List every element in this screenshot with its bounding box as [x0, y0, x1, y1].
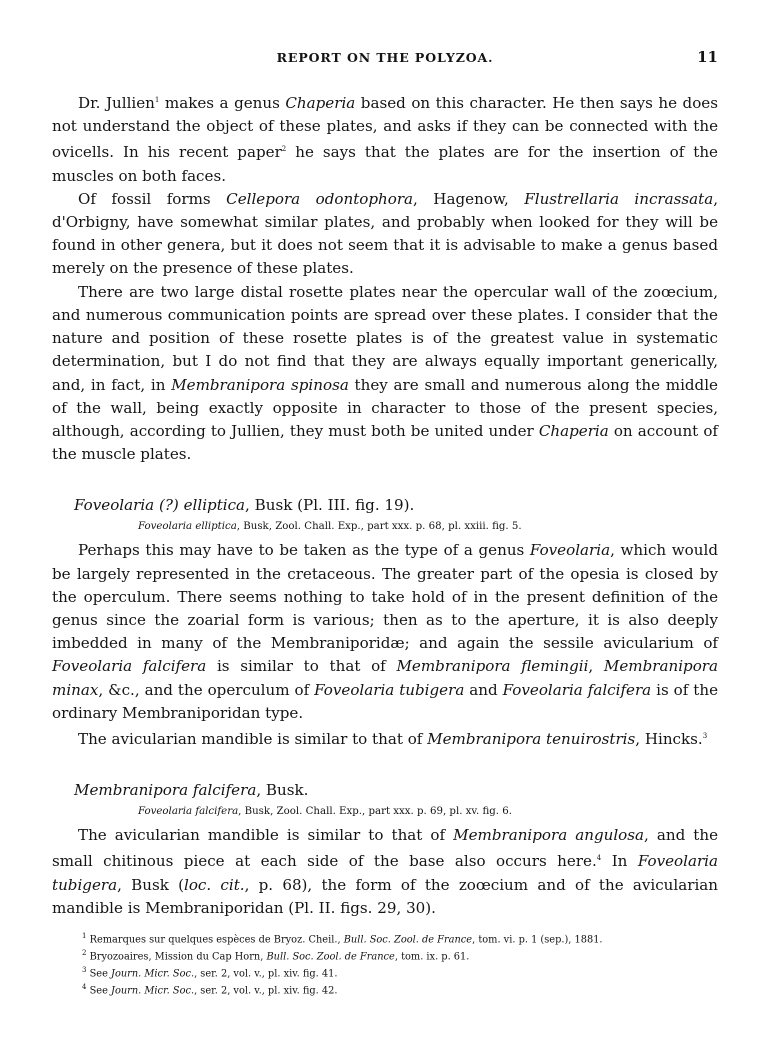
paragraph-3: There are two large distal rosette plates near the opercular wall of the zoœcium, and numerous communication points are spread over these plates. I consider that the nature and position of these rosette plates is of the greatest value in systematic determination, but I do not find that they are always equally important generically, and, in fact, in Membranipora spinosa they are small and numerous along the middle of the wall, being exactly opposite in character to those of the present species, although, according to Jullien, they must both be united under Chaperia on account of the muscle plates.	[52, 282, 718, 464]
species-heading-foveolaria-elliptica: Foveolaria (?) elliptica, Busk (Pl. III. fig. 19).	[74, 496, 415, 515]
synonymy-foveolaria-elliptica: Foveolaria elliptica, Busk, Zool. Chall. Exp., part xxx. p. 68, pl. xxiii. fig. 5.	[138, 521, 522, 533]
footnote-4: $^4$ See Journ. Micr. Soc., ser. 2, vol. v., pl. xiv. fig. 42.	[82, 982, 338, 996]
paragraph-1: Dr. Jullien$^1$ makes a genus Chaperia based on this character. He then says he does not understand the object of these plates, and asks if they can be connected with the ovicells. In his recent paper$^2$ he says that the plates are for the insertion of the muscles on both faces.	[52, 94, 718, 185]
species-heading-membranipora-falcifera: Membranipora falcifera, Busk.	[74, 781, 309, 800]
running-header	[52, 46, 718, 68]
footnote-3: $^3$ See Journ. Micr. Soc., ser. 2, vol. v., pl. xiv. fig. 41.	[82, 965, 338, 979]
text-body	[52, 89, 718, 997]
running-title: REPORT ON THE POLYZOA.	[276, 50, 494, 65]
synonymy-membranipora-falcifera: Foveolaria falcifera, Busk, Zool. Chall. Exp., part xxx. p. 69, pl. xv. fig. 6.	[138, 806, 512, 818]
paragraph-4: Perhaps this may have to be taken as the type of a genus Foveolaria, which would be largely represented in the cretaceous. The greater part of the opesia is closed by the operculum. There seems nothing to take hold of in the present definition of the genus since the zoarial form is various; then as to the aperture, it is also deeply imbedded in many of the Membraniporidæ; and again the sessile avicularium of Foveolaria falcifera is similar to that of Membranipora flemingii, Membranipora minax, &c., and the operculum of Foveolaria tubigera and Foveolaria falcifera is of the ordinary Membraniporidan type.	[52, 541, 719, 722]
paragraph-6: The avicularian mandible is similar to that of Membranipora angulosa, and the small chitinous piece at each side of the base also occurs here.$^4$ In Foveolaria tubigera, Busk (loc. cit., p. 68), the form of the zoœcium and of the avicularian mandible is Membraniporidan (Pl. II. figs. 29, 30).	[52, 826, 718, 917]
footnotes	[52, 930, 718, 997]
page-number: 11	[697, 48, 718, 66]
paragraph-5: The avicularian mandible is similar to that of Membranipora tenuirostris, Hincks.$^3$	[78, 729, 708, 748]
paragraph-2: Of fossil forms Cellepora odontophora, Hagenow, Flustrellaria incrassata, d'Orbigny, have somewhat similar plates, and probably when looked for they will be found in other genera, but it does not seem that it is advisable to make a genus based merely on the presence of these plates.	[52, 189, 719, 278]
footnote-1: $^1$ Remarques sur quelques espèces de Bryoz. Cheil., Bull. Soc. Zool. de France, tom. vi. p. 1 (sep.), 1881.	[82, 932, 603, 946]
footnote-2: $^2$ Bryozoaires, Mission du Cap Horn, Bull. Soc. Zool. de France, tom. ix. p. 61.	[82, 948, 470, 963]
